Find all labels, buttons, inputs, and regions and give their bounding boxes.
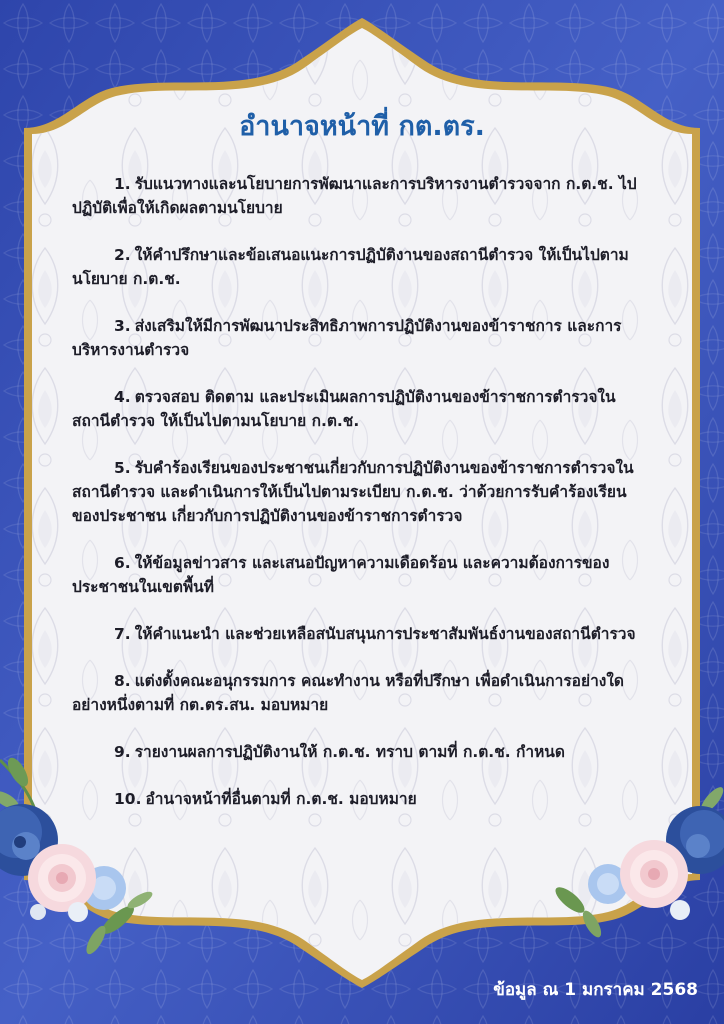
page-title: อำนาจหน้าที่ กต.ตร.	[239, 111, 485, 142]
list-item: 4. ตรวจสอบ ติดตาม และประเมินผลการปฏิบัติงานของข้าราชการตำรวจในสถานีตำรวจ ให้เป็นไปตามนโยบาย ก.ต.ช.	[72, 388, 616, 430]
data-date-note: ข้อมูล ณ 1 มกราคม 2568	[493, 980, 698, 1000]
list-item: 1. รับแนวทางและนโยบายการพัฒนาและการบริหารงานตำรวจจาก ก.ต.ช. ไปปฏิบัติเพื่อให้เกิดผลตามนโยบาย	[72, 175, 637, 217]
list-item: 10. อำนาจหน้าที่อื่นตามที่ ก.ต.ช. มอบหมาย	[114, 790, 417, 808]
list-item: 6. ให้ข้อมูลข่าวสาร และเสนอปัญหาความเดือดร้อน และความต้องการของประชาชนในเขตพื้นที่	[72, 554, 610, 596]
duties-list	[72, 172, 644, 834]
list-item: 3. ส่งเสริมให้มีการพัฒนาประสิทธิภาพการปฏิบัติงานของข้าราชการ และการบริหารงานตำรวจ	[72, 317, 622, 359]
list-item: 7. ให้คำแนะนำ และช่วยเหลือสนับสนุนการประชาสัมพันธ์งานของสถานีตำรวจ	[114, 625, 636, 643]
list-item: 5. รับคำร้องเรียนของประชาชนเกี่ยวกับการปฏิบัติงานของข้าราชการตำรวจในสถานีตำรวจ และดำเนินการให้เป็นไปตามระเบียบ ก.ต.ช. ว่าด้วยการรับคำร้องเรียนของประชาชน เกี่ยวกับการปฏิบัติงานของข้าราชการตำรวจ	[72, 459, 634, 525]
list-item: 8. แต่งตั้งคณะอนุกรรมการ คณะทำงาน หรือที่ปรึกษา เพื่อดำเนินการอย่างใดอย่างหนึ่งตามที่ กต.ตร.สน. มอบหมาย	[72, 672, 624, 714]
list-item: 9. รายงานผลการปฏิบัติงานให้ ก.ต.ช. ทราบ ตามที่ ก.ต.ช. กำหนด	[114, 743, 565, 761]
list-item: 2. ให้คำปรึกษาและข้อเสนอแนะการปฏิบัติงานของสถานีตำรวจ ให้เป็นไปตามนโยบาย ก.ต.ช.	[72, 246, 629, 288]
